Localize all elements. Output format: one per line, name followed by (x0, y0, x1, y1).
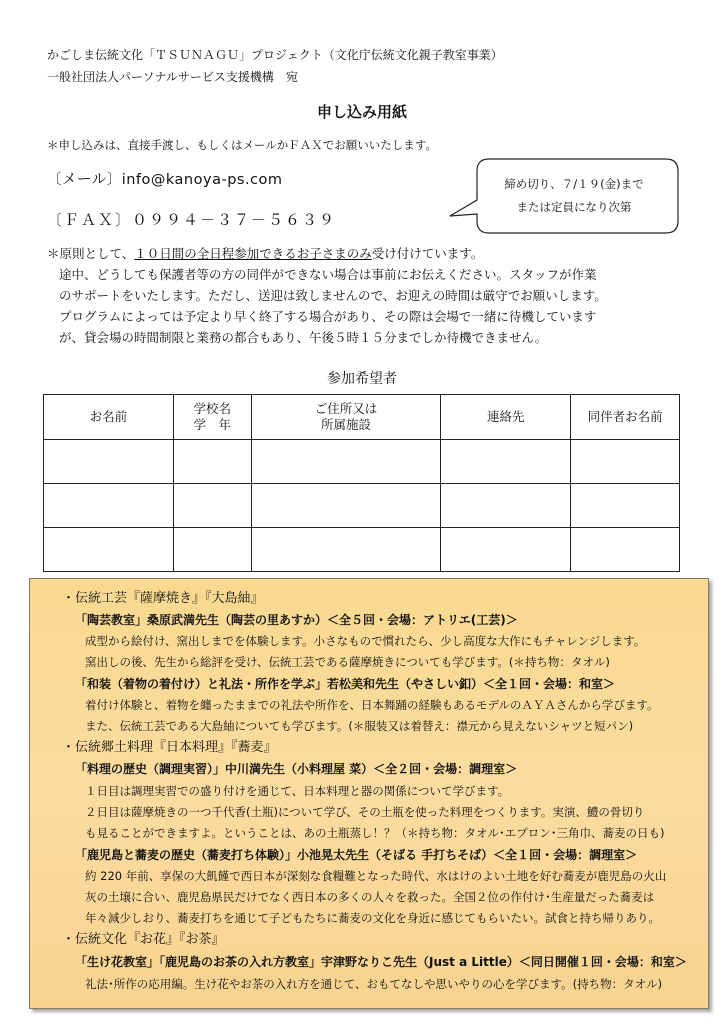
companion-cell[interactable] (571, 528, 680, 572)
address-cell[interactable] (251, 440, 441, 484)
name-cell[interactable] (44, 484, 174, 528)
class-ikebana-tea: 「生け花教室」「鹿児島のお茶の入れ方教室」宇津野なりこ先生（Just a Little）＜同日開催１回・会場：和室＞ (75, 955, 687, 969)
policy-prefix: ＊原則として、 (47, 246, 135, 261)
col-phone: 連絡先 (441, 395, 571, 440)
table-header-row (44, 395, 680, 440)
program-info-box (29, 578, 709, 1009)
class-description: 成型から絵付け、窯出しまでを体験します。小さなもので慣れたら、少し高度な大作にもチャレンジします。 (85, 634, 646, 648)
page-title: 申し込み用紙 (316, 103, 407, 121)
class-pottery: 「陶芸教室」桑原武満先生（陶芸の里あすか）＜全５回・会場：アトリエ(工芸)＞ (75, 613, 518, 627)
policy-line: のサポートをいたします。ただし、送迎は致しませんので、お迎えの時間は厳守でお願いします。 (59, 288, 607, 303)
address-cell[interactable] (251, 528, 441, 572)
class-description: 着付け体験と、着物を纏ったままでの礼法や所作を、日本舞踊の経験もあるモデルのＡＹＡさんから学びます。 (85, 698, 659, 712)
col-school: 学校名 学 年 (173, 395, 251, 440)
school-cell[interactable] (173, 440, 251, 484)
policy-suffix: 受け付けています。 (371, 246, 484, 261)
header-project-line: かごしま伝統文化「ＴＳＵＮＡＧＵ」プロジェクト（文化庁伝統文化親子教室事業） (47, 48, 503, 62)
class-description: １日目は調理実習での盛り付けを通じて、日本料理と器の関係について学びます。 (85, 784, 510, 798)
policy-underlined: １０日間の全日程参加できるお子さまのみ (134, 246, 372, 261)
contact-fax: 〔ＦＡＸ〕０９９４－３７－５６３９ (47, 211, 337, 229)
companion-cell[interactable] (571, 440, 680, 484)
policy-line: が、貸会場の時間制限と業務の都合もあり、午後５時１５分までしか待機できません。 (59, 330, 548, 345)
class-description: また、伝統工芸である大島紬についても学びます。(＊服装又は着替え：襟元から見えないシャツと短パン) (85, 719, 634, 733)
category-crafts: ・伝統工芸『薩摩焼き』『大島紬』 (62, 591, 264, 606)
deadline-date: 締め切り、７/１９(金)まで (504, 177, 644, 191)
class-description: 窯出しの後、先生から総評を受け、伝統工芸である薩摩焼きについても学びます。(＊持ち物：タオル) (85, 655, 610, 669)
participants-title: 参加希望者 (327, 371, 397, 387)
col-name: お名前 (44, 395, 174, 440)
policy-line: プログラムによっては予定より早く終了する場合があり、その際は会場で一緒に待機しています (59, 309, 597, 324)
class-soba: 「鹿児島と蕎麦の歴史（蕎麦打ち体験）」小池晃太先生（そばる 手打ちそば）＜全１回・会場：調理室＞ (75, 848, 638, 862)
phone-cell[interactable] (441, 440, 571, 484)
address-cell[interactable] (251, 484, 441, 528)
class-cooking: 「料理の歴史（調理実習）」中川満先生（小料理屋 菜）＜全２回・会場：調理室＞ (75, 762, 518, 776)
table-row (44, 528, 680, 572)
col-address: ご住所又は 所属施設 (251, 395, 441, 440)
header-recipient-line: 一般社団法人パーソナルサービス支援機構 宛 (47, 70, 298, 84)
class-description: 年々減少しおり、蕎麦打ちを通じて子どもたちに蕎麦の文化を身近に感じてもらいたい。試食と持ち帰りあり。 (85, 911, 660, 925)
name-cell[interactable] (44, 528, 174, 572)
contact-email[interactable]: 〔メール〕info@kanoya-ps.com (47, 172, 283, 188)
table-row (44, 484, 680, 528)
submission-note: ＊申し込みは、直接手渡し、もしくはメールかＦＡＸでお願いいたします。 (47, 138, 437, 152)
category-cuisine: ・伝統郷土料理『日本料理』『蕎麦』 (62, 740, 277, 755)
class-description: ２日目は薩摩焼きの一つ千代香(土瓶)について学び、その土瓶を使った料理をつくります。実演、鱧の骨切り (85, 805, 645, 819)
policy-line: 途中、どうしても保護者等の方の同伴ができない場合は事前にお伝えください。スタッフが作業 (59, 267, 597, 282)
deadline-speech-bubble (449, 158, 679, 234)
class-description: も見ることができますよ。ということは、あの土瓶蒸し！？（＊持ち物：タオル･エプロン･三角巾、蕎麦の日も) (85, 826, 665, 840)
school-cell[interactable] (173, 528, 251, 572)
companion-cell[interactable] (571, 484, 680, 528)
application-table (43, 394, 680, 572)
class-description: 灰の土壌に合い、鹿児島県民だけでなく西日本の多くの人々を救った。全国２位の作付け･生産量だった蕎麦は (85, 890, 655, 904)
class-description: 約 220 年前、享保の大飢饉で西日本が深刻な食糧難となった時代、水はけのよい土地を好む蕎麦が鹿児島の火山 (85, 869, 667, 883)
name-cell[interactable] (44, 440, 174, 484)
table-row (44, 440, 680, 484)
phone-cell[interactable] (441, 528, 571, 572)
class-description: 礼法･所作の応用編。生け花やお茶の入れ方を通じて、おもてなしや思いやりの心を学びます。(持ち物：タオル) (85, 977, 663, 991)
category-culture: ・伝統文化『お花』『お茶』 (62, 932, 225, 947)
phone-cell[interactable] (441, 484, 571, 528)
class-kimono: 「和装（着物の着付け）と礼法・所作を学ぶ」若松美和先生（やさしい釦）＜全１回・会場：和室＞ (75, 677, 616, 691)
deadline-capacity: または定員になり次第 (516, 200, 632, 214)
col-companion: 同伴者お名前 (571, 395, 680, 440)
school-cell[interactable] (173, 484, 251, 528)
policy-lead (47, 243, 483, 264)
